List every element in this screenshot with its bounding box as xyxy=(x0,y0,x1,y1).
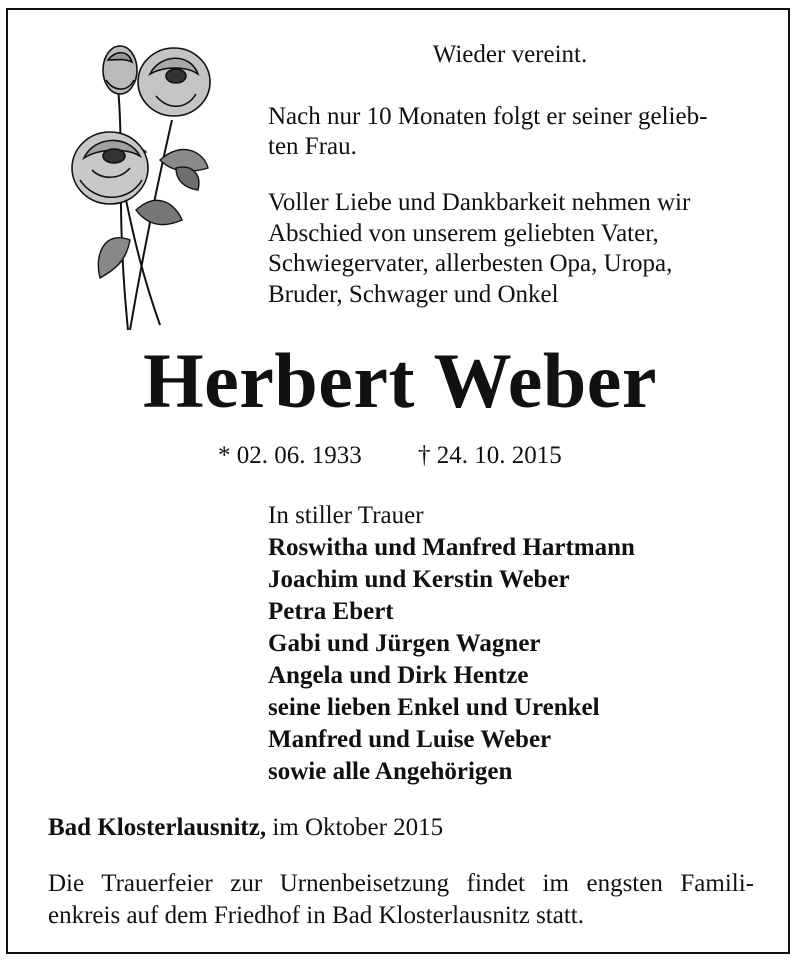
roses-icon xyxy=(64,40,214,332)
intro-line: Nach nur 10 Monaten folgt er seiner gelieb- xyxy=(268,103,708,130)
farewell-line: Abschied von unserem geliebten Vater, xyxy=(268,219,659,247)
intro-text xyxy=(268,102,752,162)
farewell-line: Schwiegervater, allerbesten Opa, Uropa, xyxy=(268,250,673,277)
mourner-name: Manfred und Luise Weber xyxy=(268,726,552,753)
notice-line: enkreis auf dem Friedhof in Bad Klosterlausnitz statt. xyxy=(48,902,584,929)
place-name: Bad Klosterlausnitz, xyxy=(48,814,267,841)
intro-line: ten Frau. xyxy=(268,133,357,160)
mourners-heading: In stiller Trauer xyxy=(268,502,424,529)
mourners-list xyxy=(268,500,635,788)
funeral-notice xyxy=(48,868,754,932)
death-date: † 24. 10. 2015 xyxy=(418,442,562,469)
mourner-name: Angela und Dirk Hentze xyxy=(268,662,529,689)
birth-date: * 02. 06. 1933 xyxy=(218,442,362,469)
motto: Wieder vereint. xyxy=(432,41,588,68)
mourner-name: seine lieben Enkel und Urenkel xyxy=(268,694,600,721)
farewell-line: Voller Liebe und Dankbarkeit nehmen wir xyxy=(268,189,691,216)
place-and-date xyxy=(48,812,443,844)
mourner-name: sowie alle Angehörigen xyxy=(268,758,513,785)
deceased-name: Herbert Weber xyxy=(142,337,658,424)
farewell-line: Bruder, Schwager und Onkel xyxy=(268,280,559,308)
notice-line: Die Trauerfeier zur Urnenbeisetzung findet im engsten Famili- xyxy=(48,870,754,897)
mourner-name: Joachim und Kerstin Weber xyxy=(268,566,570,593)
date-text: im Oktober 2015 xyxy=(266,814,444,841)
farewell-text xyxy=(268,188,752,310)
mourner-name: Roswitha und Manfred Hartmann xyxy=(268,534,635,561)
mourner-name: Petra Ebert xyxy=(268,598,394,625)
mourner-name: Gabi und Jürgen Wagner xyxy=(268,630,541,657)
